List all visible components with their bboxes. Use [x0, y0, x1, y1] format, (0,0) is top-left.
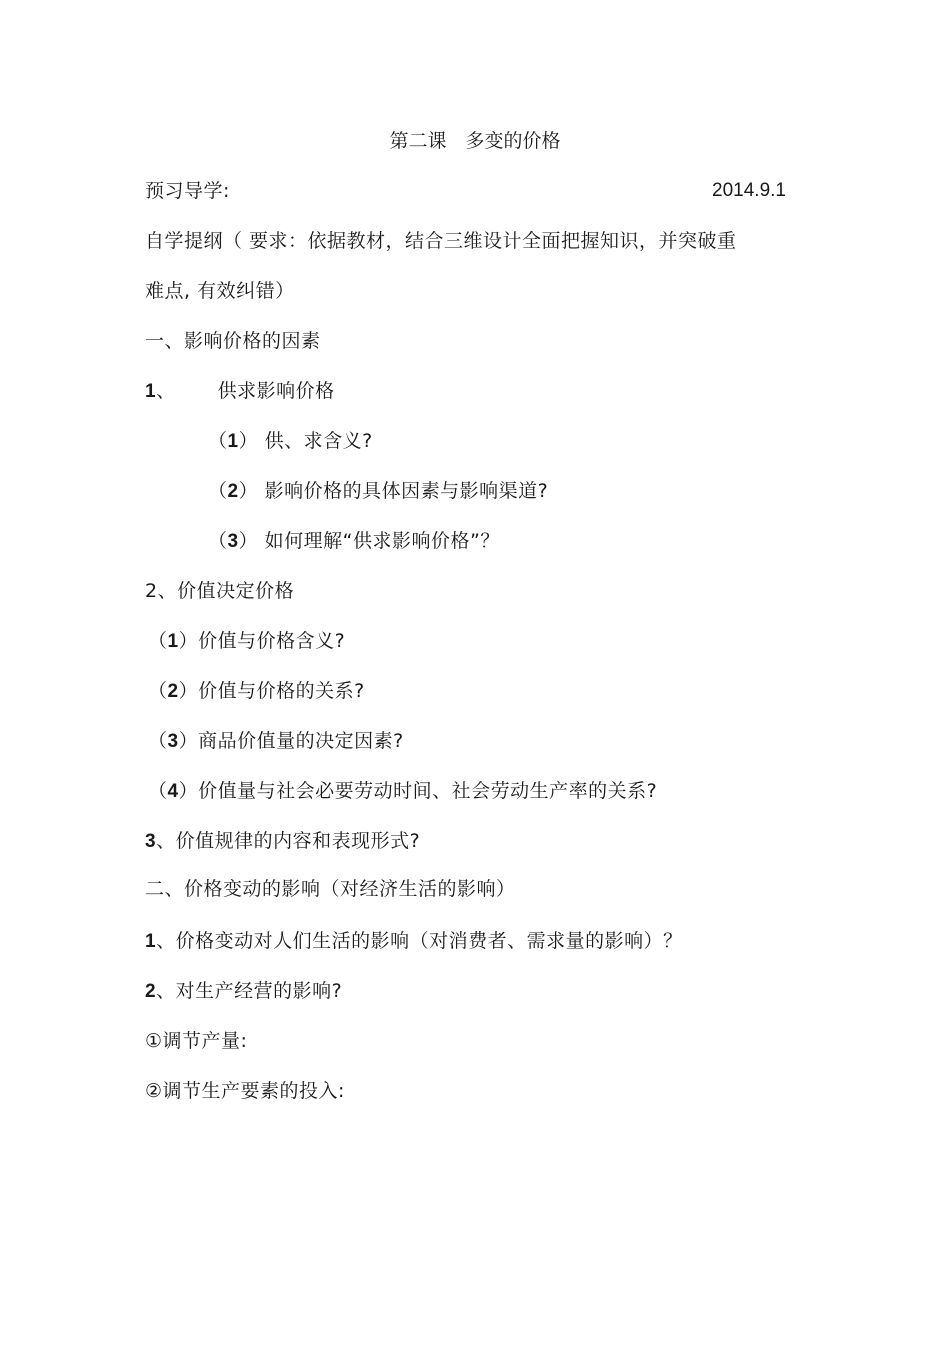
- sub-number: 2: [167, 681, 179, 702]
- section1-item1: [145, 378, 335, 405]
- section1-item1-sub1: （1） 供、求含义?: [208, 430, 373, 452]
- section2-point2: ②调节生产要素的投入:: [145, 1080, 345, 1102]
- sub-text: 如何理解“供求影响价格”？: [264, 530, 500, 552]
- item-text: 、对生产经营的影响?: [156, 980, 343, 1002]
- section1-item2-sub2: （2）价值与价格的关系?: [148, 680, 365, 702]
- section1-item2-sub3: （3）商品价值量的决定因素?: [148, 730, 404, 752]
- sub-number: 3: [167, 731, 179, 752]
- sub-text: 价值与价格的关系?: [198, 680, 365, 702]
- sub-text: 影响价格的具体因素与影响渠道?: [264, 480, 549, 502]
- section1-heading: 一、影响价格的因素: [145, 330, 321, 352]
- item-text: 供求影响价格: [217, 380, 335, 402]
- item-separator: 、: [156, 380, 176, 402]
- section1-item1-sub3: （3） 如何理解“供求影响价格”？: [208, 530, 500, 552]
- lesson-title: 第二课 多变的价格: [389, 130, 561, 152]
- section2-point1: ①调节产量:: [145, 1030, 248, 1052]
- section1-item2-sub1: （1）价值与价格含义?: [148, 630, 346, 652]
- section2-item2: [145, 978, 342, 1005]
- section1-item2: 2、价值决定价格: [145, 580, 295, 602]
- item-text: 、价值规律的内容和表现形式?: [156, 830, 421, 852]
- item-number: 1: [145, 931, 157, 952]
- section1-item2-sub4: （4）价值量与社会必要劳动时间、社会劳动生产率的关系?: [148, 780, 658, 802]
- item-number: 2: [145, 981, 157, 1002]
- item-text: 、价格变动对人们生活的影响（对消费者、需求量的影响）？: [156, 930, 683, 952]
- section1-item3: [145, 828, 420, 855]
- section2-heading: 二、价格变动的影响（对经济生活的影响）: [145, 878, 516, 900]
- sub-text: 价值与价格含义?: [198, 630, 346, 652]
- sub-text: 商品价值量的决定因素?: [198, 730, 404, 752]
- sub-text: 供、求含义?: [264, 430, 373, 452]
- date-text: 2014.9.1: [712, 180, 786, 201]
- section2-item1: [145, 928, 683, 955]
- outline-line-1: 自学提纲（ 要求：依据教材，结合三维设计全面把握知识，并突破重: [145, 230, 737, 252]
- sub-text: 价值量与社会必要劳动时间、社会劳动生产率的关系?: [198, 780, 658, 802]
- sub-number: 3: [227, 531, 239, 552]
- sub-number: 2: [227, 481, 239, 502]
- sub-number: 1: [227, 431, 239, 452]
- outline-line-2: 难点, 有效纠错）: [145, 280, 295, 302]
- preview-label: 预习导学:: [145, 180, 230, 202]
- item-number: 3: [145, 831, 157, 852]
- sub-number: 4: [167, 781, 179, 802]
- section1-item1-sub2: （2） 影响价格的具体因素与影响渠道?: [208, 480, 549, 502]
- item-number: 1: [145, 381, 157, 402]
- sub-number: 1: [167, 631, 179, 652]
